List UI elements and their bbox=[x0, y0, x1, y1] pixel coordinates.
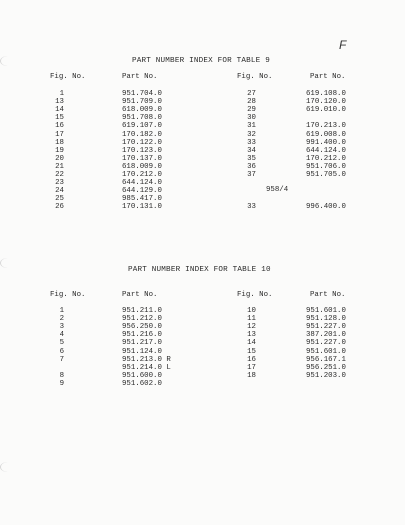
table9-left-part-no: 170.131.0 bbox=[122, 203, 162, 212]
table10-left-fig-no: 7 bbox=[59, 355, 64, 364]
table10-left-part-no: 951.214.0 L bbox=[122, 363, 171, 372]
table10-header-part-left: Part No. bbox=[122, 291, 158, 299]
table9-extra-part: 996.400.0 bbox=[306, 203, 346, 211]
table9-header-part-right: Part No. bbox=[310, 73, 346, 81]
table9-left-fig-no: 23 bbox=[55, 179, 64, 188]
table9-left-fig-no: 19 bbox=[55, 146, 64, 155]
table10-left-fig-no: 5 bbox=[59, 339, 64, 348]
table10-left-fig-no: 6 bbox=[59, 347, 64, 356]
table10-left-part-no: 951.602.0 bbox=[122, 379, 162, 388]
table9-right-fig-no: 28 bbox=[247, 98, 256, 107]
table9-right-part-no: 170.213.0 bbox=[306, 122, 346, 131]
table9-left-part-no: 644.124.0 bbox=[122, 179, 162, 188]
table9-header-fig-left: Fig. No. bbox=[50, 73, 86, 81]
table10-right-part-no: 387.201.0 bbox=[306, 331, 346, 340]
table10-right-fig-no: 16 bbox=[247, 355, 256, 364]
punch-hole-mark bbox=[0, 462, 15, 472]
table9-left-part-no: 170.122.0 bbox=[122, 138, 162, 147]
table10-right-fig-no: 15 bbox=[247, 347, 256, 356]
table10-right-fig-no: 14 bbox=[247, 339, 256, 348]
table10-left-part-no: 951.213.0 R bbox=[122, 355, 171, 364]
punch-hole-mark bbox=[0, 258, 15, 268]
table9-left-fig-no: 1 bbox=[59, 90, 64, 98]
table10-left-part-no: 956.250.0 bbox=[122, 323, 162, 332]
table9-left-part-no: 170.123.0 bbox=[122, 146, 162, 155]
table9-left-part-no: 618.009.0 bbox=[122, 106, 162, 115]
table9-right-part-no: 991.400.0 bbox=[306, 138, 346, 147]
table9-left-part-no: 170.137.0 bbox=[122, 154, 162, 163]
table10-right-fig-no: 13 bbox=[247, 331, 256, 340]
table9-right-fig-no: 35 bbox=[247, 154, 256, 163]
table10-left-part-no: 951.216.0 bbox=[122, 331, 162, 340]
table9-title: PART NUMBER INDEX FOR TABLE 9 bbox=[132, 57, 270, 65]
table10-right-fig-no: 17 bbox=[247, 363, 256, 372]
table9-left-fig-no: 22 bbox=[55, 171, 64, 179]
table9-left-fig-no: 16 bbox=[55, 122, 64, 131]
table9-right-part-no: 170.120.0 bbox=[306, 98, 346, 107]
table9-right-part-no: 619.108.0 bbox=[306, 90, 346, 98]
table10-right-part-no: 951.203.0 bbox=[306, 371, 346, 380]
table9-right-part-no: 951.705.0 bbox=[306, 171, 346, 179]
table10-header-fig-left: Fig. No. bbox=[50, 291, 86, 299]
table10-left-part-no: 951.124.0 bbox=[122, 347, 162, 356]
table10-header-part-right: Part No. bbox=[310, 291, 346, 299]
table9-left-fig-no: 21 bbox=[55, 162, 64, 171]
punch-hole-mark bbox=[0, 56, 15, 66]
table9-right-part-no: 619.010.0 bbox=[306, 106, 346, 115]
table9-left-fig-no: 13 bbox=[55, 98, 64, 107]
table10-right-part-no: 951.227.0 bbox=[306, 323, 346, 332]
table10-left-part-no: 951.600.0 bbox=[122, 371, 162, 380]
table9-right-fig-no: 32 bbox=[247, 130, 256, 139]
table9-left-part-no: 170.182.0 bbox=[122, 130, 162, 139]
table9-left-part-no: 644.129.0 bbox=[122, 187, 162, 196]
table9-right-part-no: 644.124.0 bbox=[306, 146, 346, 155]
table9-left-part-no: 951.709.0 bbox=[122, 98, 162, 107]
table9-header-part-left: Part No. bbox=[122, 73, 158, 81]
table9-right-fig-no: 36 bbox=[247, 162, 256, 171]
table9-right-fig-no: 37 bbox=[247, 171, 256, 179]
table10-left-fig-no: 8 bbox=[59, 371, 64, 380]
table9-subheading: 958/4 bbox=[266, 186, 289, 194]
table9-right-fig-no: 30 bbox=[247, 114, 256, 123]
table10-left-part-no: 951.217.0 bbox=[122, 339, 162, 348]
table9-right-part-no: 951.706.0 bbox=[306, 162, 346, 171]
table9-left-fig-no: 18 bbox=[55, 138, 64, 147]
table9-left-fig-no: 25 bbox=[55, 195, 64, 204]
table9-left-fig-no: 20 bbox=[55, 154, 64, 163]
table9-left-part-no: 985.417.0 bbox=[122, 195, 162, 204]
table10-right-part-no: 951.601.0 bbox=[306, 347, 346, 356]
page-mark: F bbox=[339, 38, 347, 52]
table10-left-fig-no: 1 bbox=[59, 307, 64, 315]
table9-left-fig-no: 17 bbox=[55, 130, 64, 139]
table10-right-fig-no: 12 bbox=[247, 323, 256, 332]
table9-right-part-no: 619.008.0 bbox=[306, 130, 346, 139]
table9-left-part-no: 170.212.0 bbox=[122, 171, 162, 179]
table10-header-fig-right: Fig. No. bbox=[237, 291, 273, 299]
table10-left-fig-no: 2 bbox=[59, 315, 64, 324]
table10-right-fig-no: 11 bbox=[247, 315, 256, 324]
table10-right-fig-no: 18 bbox=[247, 371, 256, 380]
table10-right-part-no: 951.227.0 bbox=[306, 339, 346, 348]
table9-left-part-no: 951.704.0 bbox=[122, 90, 162, 98]
table10-title: PART NUMBER INDEX FOR TABLE 10 bbox=[128, 266, 271, 274]
table9-left-fig-no: 15 bbox=[55, 114, 64, 123]
table9-left-part-no: 951.708.0 bbox=[122, 114, 162, 123]
table10-right-part-no: 956.251.0 bbox=[306, 363, 346, 372]
table9-extra-fig: 33 bbox=[247, 203, 256, 211]
table9-left-part-no: 619.107.0 bbox=[122, 122, 162, 131]
table9-left-fig-no: 26 bbox=[55, 203, 64, 212]
table10-right-part-no: 951.128.0 bbox=[306, 315, 346, 324]
table9-header-fig-right: Fig. No. bbox=[237, 73, 273, 81]
table10-right-part-no: 951.601.0 bbox=[306, 307, 346, 315]
table9-right-fig-no: 33 bbox=[247, 138, 256, 147]
table10-left-fig-no: 9 bbox=[59, 379, 64, 388]
table10-left-part-no: 951.212.0 bbox=[122, 315, 162, 324]
table10-left-fig-no: 3 bbox=[59, 323, 64, 332]
table9-left-part-no: 618.009.0 bbox=[122, 162, 162, 171]
table9-right-fig-no: 34 bbox=[247, 146, 256, 155]
table9-right-fig-no: 29 bbox=[247, 106, 256, 115]
table10-right-part-no: 956.167.1 bbox=[306, 355, 346, 364]
table9-right-fig-no: 27 bbox=[247, 90, 256, 98]
table10-left-fig-no: 4 bbox=[59, 331, 64, 340]
table9-left-fig-no: 24 bbox=[55, 187, 64, 196]
table10-right-fig-no: 10 bbox=[247, 307, 256, 315]
table9-right-fig-no: 31 bbox=[247, 122, 256, 131]
table9-right-part-no: 170.212.0 bbox=[306, 154, 346, 163]
table10-left-part-no: 951.211.0 bbox=[122, 307, 162, 315]
table9-left-fig-no: 14 bbox=[55, 106, 64, 115]
